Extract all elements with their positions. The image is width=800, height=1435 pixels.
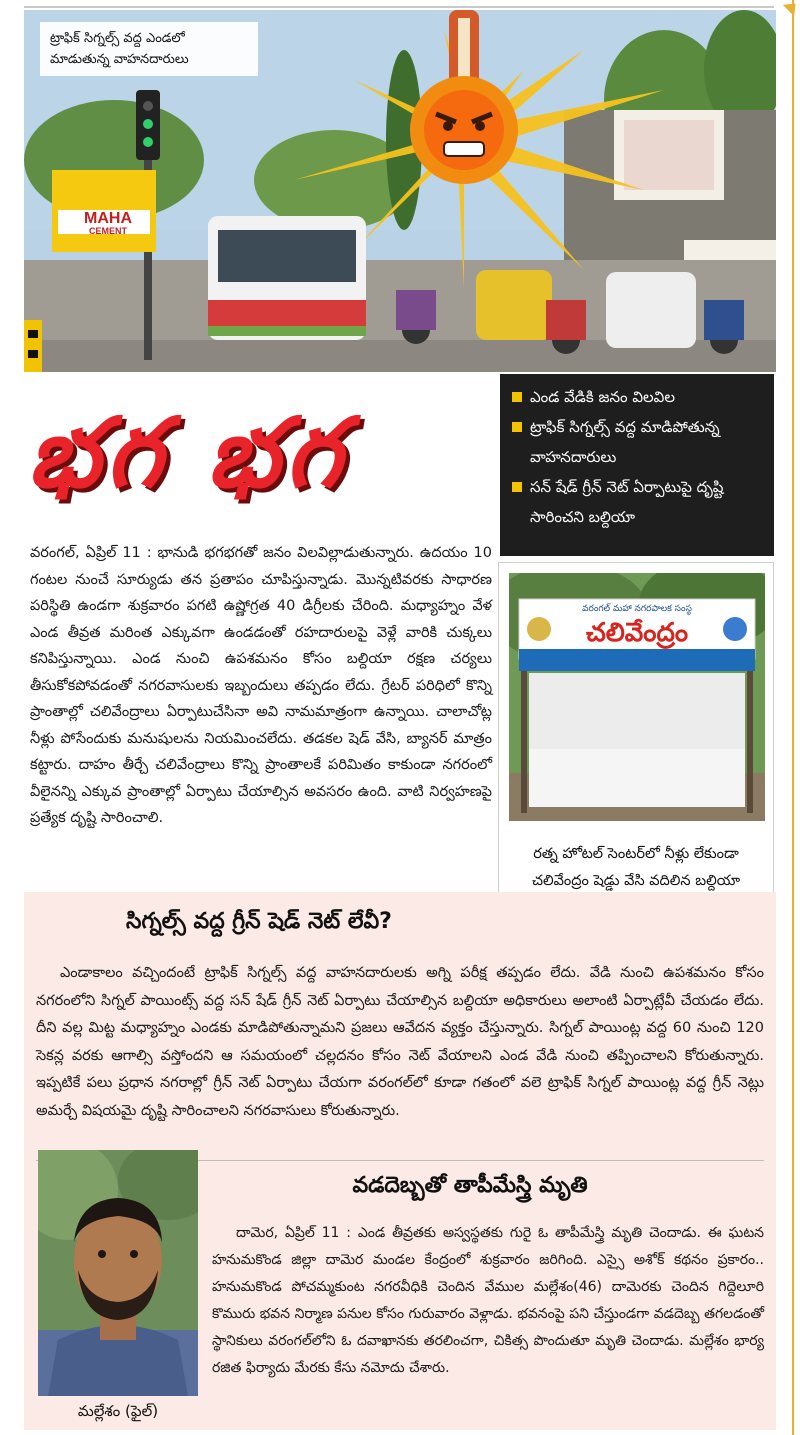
corner-marker-icon — [783, 0, 800, 16]
key-point-text: ఎండ వేడికి జనం విలవిల — [530, 388, 675, 406]
main-headline: భగ భగ — [28, 396, 348, 509]
billboard-brand: MAHA — [84, 210, 132, 227]
portrait-illustration — [38, 1150, 198, 1396]
billboard-sub: CEMENT — [89, 226, 127, 236]
banner-main-text: చలివేంద్రం — [585, 618, 689, 648]
key-point — [508, 472, 766, 532]
top-rule — [24, 6, 774, 8]
headline-box — [24, 374, 500, 534]
key-point-text: ట్రాఫిక్ సిగ్నల్స్ వద్ద మాడిపోతున్న వాహనదారులు — [530, 418, 720, 466]
key-point — [508, 382, 766, 412]
chalivendram-photo — [509, 573, 765, 821]
bullet-square-icon — [512, 482, 522, 492]
lead-article-body: వరంగల్, ఏప్రిల్ 11 : భానుడి భగభగతో జనం విలవిల్లాడుతున్నారు. ఉదయం 10 గంటల నుంచే సూర్యుడు తన ప్రతాపం చూపిస్తున్నాడు. మొన్నటివరకు సాధారణ పరిస్థితి ఉండగా శుక్రవారం పగటి ఉష్ణోగ్రత 40 డిగ్రీలకు చేరింది. మధ్యాహ్నం వేళ ఎండ తీవ్రత మరింత ఎక్కువగా ఉండడంతో రహదారులపై వెళ్లే వారికి చుక్కలు కనిపిస్తున్నాయి. ఎండ నుంచి ఉపశమనం కోసం బల్దియా రక్షణ చర్యలు తీసుకోకపోవడంతో నగరవాసులకు ఇబ్బందులు తప్పడం లేదు. గ్రేటర్ పరిధిలో కొన్ని ప్రాంతాల్లో చలివేంద్రాలు ఏర్పాటుచేసినా అవి నామమాత్రంగా ఉన్నాయి. చాలాచోట్ల నీళ్లు పోసేందుకు మనుషులను నియమించలేదు. తడకల షెడ్ వేసి, బ్యానర్ మాత్రం కట్టారు. దాహం తీర్చే చలివేంద్రాలు కొన్ని ప్రాంతాలకే పరిమితం కాకుండా నగరంలో వీలైనన్ని ఎక్కువ ప్రాంతాల్లో ఏర్పాటు చేయాల్సిన అవసరం ఉంది. వాటి నిర్వహణపై ప్రత్యేక దృష్టి సారించాలి. — [30, 545, 492, 826]
side-photo-caption: రత్న హోటల్ సెంటర్‌లో నీళ్లు లేకుండా చలివేంద్రం షెడ్డు వేసి వదిలిన బల్దియా — [531, 846, 741, 889]
bullet-square-icon — [512, 392, 522, 402]
portrait-caption: మల్లేశం (ఫైల్) — [77, 1402, 159, 1420]
photo-caption: ట్రాఫిక్ సిగ్నల్స్ వద్ద ఎండలో మాడుతున్న వాహనదారులు — [40, 22, 258, 76]
section-body-death: దామెర, ఏప్రిల్ 11 : ఎండ తీవ్రతకు అస్వస్థతకు గురై ఓ తాపీమేస్త్రి మృతి చెందాడు. ఈ ఘటన హనుమకొండ జిల్లా దామెర మండల కేంద్రంలో శుక్రవారం జరిగింది. ఎస్సై అశోక్ కథనం ప్రకారం.. హనుమకొండ పోచమ్మకుంట నగరవీధికి చెందిన వేముల మల్లేశం(46) దామెరకు చెందిన గిద్దెలూరి కొమురు భవన నిర్మాణ పనుల కోసం గురువారం వెళ్లాడు. భవనంపై పని చేస్తుండగా వడదెబ్బ తగలడంతో స్థానికులు వరంగల్‌లోని ఓ దవాఖానకు తరలించగా, చికిత్స పొందుతూ మృతి చెందాడు. మల్లేశం భార్య రజిత ఫిర్యాదు మేరకు కేసు నమోదు చేశారు. — [212, 1225, 764, 1376]
section-headline-green-net: సిగ్నల్స్ వద్ద గ్రీన్ షెడ్ నెట్ లేవీ? — [126, 909, 392, 934]
key-point — [508, 412, 766, 472]
banner-top-text: వరంగల్ మహా నగరపాలక సంస్థ — [582, 604, 692, 614]
bullet-square-icon — [512, 422, 522, 432]
key-point-text: సన్ షేడ్ గ్రీన్ నెట్ ఏర్పాటుపై దృష్టి సారించని బల్దియా — [530, 478, 724, 526]
key-points-box — [500, 374, 774, 556]
section-headline-death: వడదెబ్బతో తాపీమేస్త్రి మృతి — [352, 1173, 588, 1198]
portrait-photo — [38, 1150, 198, 1396]
section-body-green-net: ఎండాకాలం వచ్చిందంటే ట్రాఫిక్ సిగ్నల్స్ వద్ద వాహనదారులకు అగ్ని పరీక్ష తప్పడం లేదు. వేడి నుంచి ఉపశమనం కోసం నగరంలోని సిగ్నల్ పాయింట్స్ వద్ద సన్ షేడ్ గ్రీన్ నెట్ ఏర్పాటు చేయాల్సిన బల్దియా అధికారులు అలాంటి ఏర్పాట్లేవీ చేయడం లేదు. దీని వల్ల మిట్ట మధ్యాహ్నం ఎండకు మాడిపోతున్నామని ప్రజలు ఆవేదన వ్యక్తం చేస్తున్నారు. సిగ్నల్ పాయింట్ల వద్ద 60 నుంచి 120 సెకన్ల వరకు ఆగాల్సి వస్తోందని ఆ సమయంలో చల్లదనం కోసం నెట్ వేయాలని ఎండ వేడి నుంచి తప్పించాలని కోరుతున్నారు. ఇప్పటికే పలు ప్రధాన నగరాల్లో గ్రీన్ నెట్ ఏర్పాటు చేయగా వరంగల్‌లో కూడా గతంలో వలె ట్రాఫిక్ సిగ్నల్ పాయింట్ల వద్ద గ్రీన్ నెట్లు అమర్చే విషయమై దృష్టి సారించాలని నగరవాసులు కోరుతున్నారు. — [36, 965, 764, 1119]
page-edge-rule — [792, 0, 794, 1435]
